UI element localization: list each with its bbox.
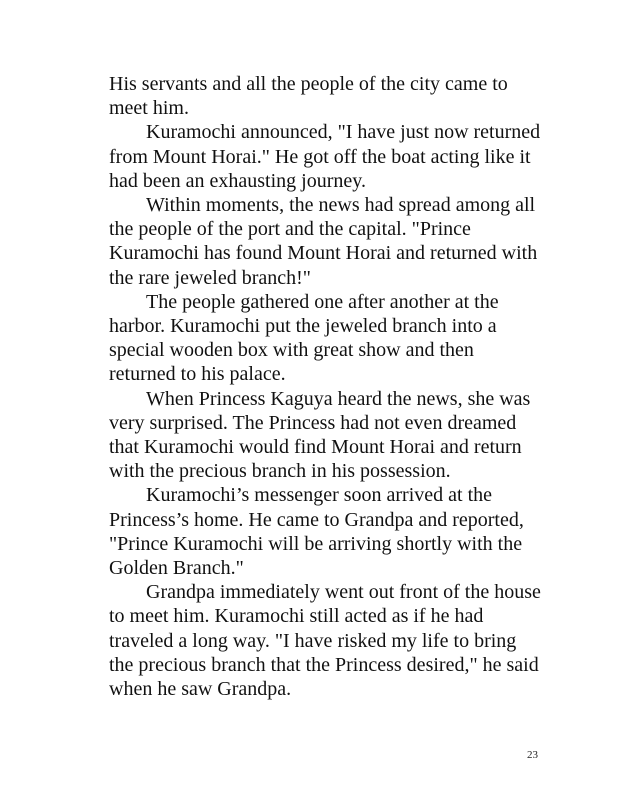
story-text bbox=[109, 72, 569, 701]
paragraph-start-line: The people gathered one after another at the bbox=[146, 290, 499, 313]
text-line: with the precious branch in his possession. bbox=[109, 460, 451, 483]
text-line: very surprised. The Princess had not even dreamed bbox=[109, 411, 517, 434]
text-line: to meet him. Kuramochi still acted as if he had bbox=[109, 605, 484, 628]
text-line: the precious branch that the Princess desired," he said bbox=[109, 653, 539, 676]
text-line: had been an exhausting journey. bbox=[109, 169, 366, 192]
text-line: Golden Branch." bbox=[109, 557, 244, 580]
text-line: Kuramochi has found Mount Horai and returned with bbox=[109, 242, 538, 265]
paragraph-start-line: When Princess Kaguya heard the news, she was bbox=[146, 387, 531, 410]
page-number: 23 bbox=[527, 749, 538, 761]
text-line: returned to his palace. bbox=[109, 363, 286, 386]
text-line: traveled a long way. "I have risked my life to bring bbox=[109, 629, 517, 652]
text-line: that Kuramochi would find Mount Horai and return bbox=[109, 436, 522, 459]
paragraph-start-line: Within moments, the news had spread among all bbox=[146, 194, 536, 217]
text-line: meet him. bbox=[109, 97, 189, 120]
text-line: the people of the port and the capital. "Prince bbox=[109, 218, 471, 241]
text-line: when he saw Grandpa. bbox=[109, 678, 292, 701]
paragraph-start-line: Kuramochi’s messenger soon arrived at the bbox=[146, 484, 493, 507]
text-line: "Prince Kuramochi will be arriving shortly with the bbox=[109, 532, 523, 555]
text-line: the rare jeweled branch!" bbox=[109, 266, 311, 289]
text-line: Princess’s home. He came to Grandpa and reported, bbox=[109, 508, 524, 531]
paragraph-start-line: Grandpa immediately went out front of the house bbox=[146, 581, 541, 604]
text-line: harbor. Kuramochi put the jeweled branch into a bbox=[109, 315, 497, 338]
text-line: His servants and all the people of the city came to bbox=[109, 73, 508, 95]
text-line: from Mount Horai." He got off the boat acting like it bbox=[109, 145, 531, 168]
paragraph-start-line: Kuramochi announced, "I have just now returned bbox=[146, 121, 541, 144]
text-line: special wooden box with great show and then bbox=[109, 339, 474, 362]
